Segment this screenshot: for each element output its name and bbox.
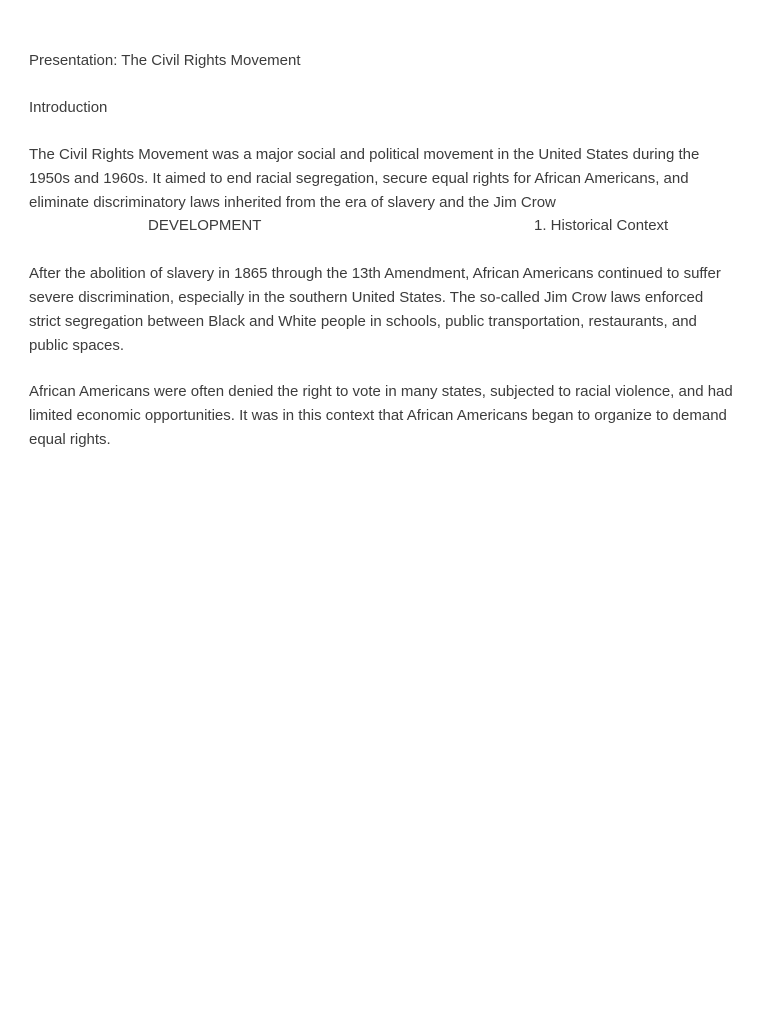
section-heading-historical-context: 1. Historical Context <box>534 217 669 234</box>
intro-heading: Introduction <box>29 99 108 116</box>
paragraph-voting-rights: African Americans were often denied the right to vote in many states, subjected to racial violence, and had limited economic opportunities. It was in this context that African Americans began to organize to demand equal rights. <box>29 383 733 448</box>
intro-paragraph: The Civil Rights Movement was a major social and political movement in the United States during the 1950s and 1960s. It aimed to end racial segregation, secure equal rights for African Americans, and eliminate discriminatory laws inherited from the era of slavery and the Jim Crow <box>29 146 700 211</box>
development-heading: DEVELOPMENT <box>148 217 262 234</box>
document-title: Presentation: The Civil Rights Movement <box>29 52 301 69</box>
paragraph-abolition: After the abolition of slavery in 1865 through the 13th Amendment, African Americans continued to suffer severe discrimination, especially in the southern United States. The so-called Jim Crow laws enforced strict segregation between Black and White people in schools, public transportation, restaurants, and public spaces. <box>29 265 721 354</box>
